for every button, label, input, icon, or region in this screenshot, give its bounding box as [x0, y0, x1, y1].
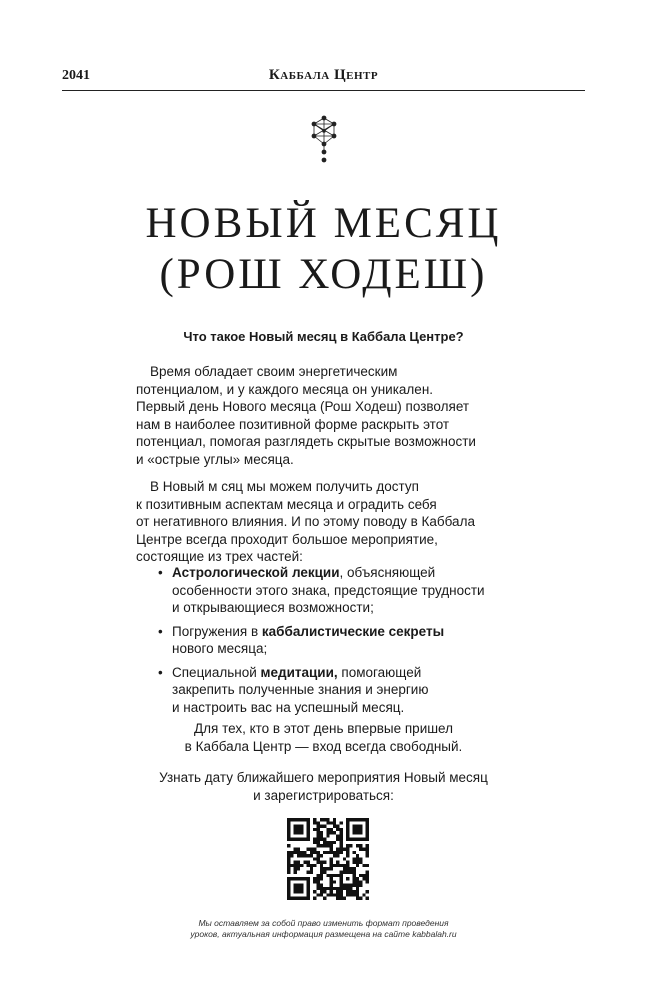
text-line: нам в наиболее позитивной форме раскрыть этот	[136, 416, 450, 432]
qr-code-icon[interactable]	[287, 818, 369, 900]
page-number: 2041	[62, 68, 90, 83]
text-fragment: помогающей	[337, 664, 422, 680]
event-paragraph	[136, 478, 516, 566]
header-divider	[62, 90, 585, 91]
bullet-icon: •	[158, 565, 163, 580]
text-line: Центре всегда проходит большое мероприятие,	[136, 531, 438, 547]
text-line: В Новый м сяц мы можем получить доступ	[150, 479, 419, 494]
disclaimer	[0, 918, 647, 940]
text-line: и зарегистрироваться:	[253, 787, 394, 803]
text-fragment: Специальной	[172, 664, 261, 680]
title-line-2: (РОШ ХОДЕШ)	[159, 251, 488, 298]
text-line: от негативного влияния. И по этому поводу в Каббала	[136, 514, 475, 529]
text-line: в Каббала Центр — вход всегда свободный.	[184, 738, 463, 754]
text-line: к позитивным аспектам месяца и оградить себя	[136, 496, 437, 512]
text-line: потенциалом, и у каждого месяца он уникален.	[136, 381, 434, 397]
text-line: потенциал, помогая разглядеть скрытые возможности	[136, 434, 476, 449]
text-line: Для тех, кто в этот день впервые пришел	[194, 721, 453, 736]
text-line: закрепить полученные знания и энергию	[172, 682, 429, 697]
event-parts-list	[158, 564, 506, 722]
text-line: Время обладает своим энергетическим	[150, 364, 398, 379]
free-entry-note	[0, 720, 647, 755]
tree-of-life-icon	[306, 114, 342, 164]
list-item	[158, 623, 506, 658]
intro-paragraph	[136, 363, 516, 468]
list-item	[158, 564, 506, 617]
title-line-1: НОВЫЙ МЕСЯЦ	[145, 200, 502, 247]
text-line: Мы оставляем за собой право изменить формат проведения	[198, 918, 449, 928]
emphasis-text: Астрологической лекции	[172, 565, 340, 580]
running-head: Каббала Центр	[268, 67, 379, 83]
text-line: и «острые углы» месяца.	[136, 451, 294, 467]
text-line: уроков, актуальная информация размещена на сайте kabbalah.ru	[190, 929, 457, 939]
text-line: и настроить вас на успешный месяц.	[172, 699, 405, 715]
emphasis-text: каббалистические секреты	[261, 623, 445, 639]
bullet-icon: •	[158, 664, 163, 680]
section-heading: Что такое Новый месяц в Каббала Центре?	[183, 329, 464, 344]
text-line: Узнать дату ближайшего мероприятия Новый месяц	[159, 770, 488, 785]
page-title	[0, 198, 647, 300]
text-fragment: Погружения в	[172, 623, 262, 639]
bullet-icon: •	[158, 623, 163, 639]
text-line: состоящие из трех частей:	[136, 549, 303, 564]
text-fragment: , объясняющей	[339, 565, 436, 580]
text-line: и открывающиеся возможности;	[172, 600, 374, 615]
list-item	[158, 664, 506, 717]
emphasis-text: медитации,	[260, 664, 338, 680]
text-line: особенности этого знака, предстоящие трудности	[172, 582, 485, 598]
text-line: нового месяца;	[172, 641, 268, 656]
registration-call-to-action	[0, 769, 647, 804]
text-line: Первый день Нового месяца (Рош Ходеш) позволяет	[136, 399, 470, 414]
